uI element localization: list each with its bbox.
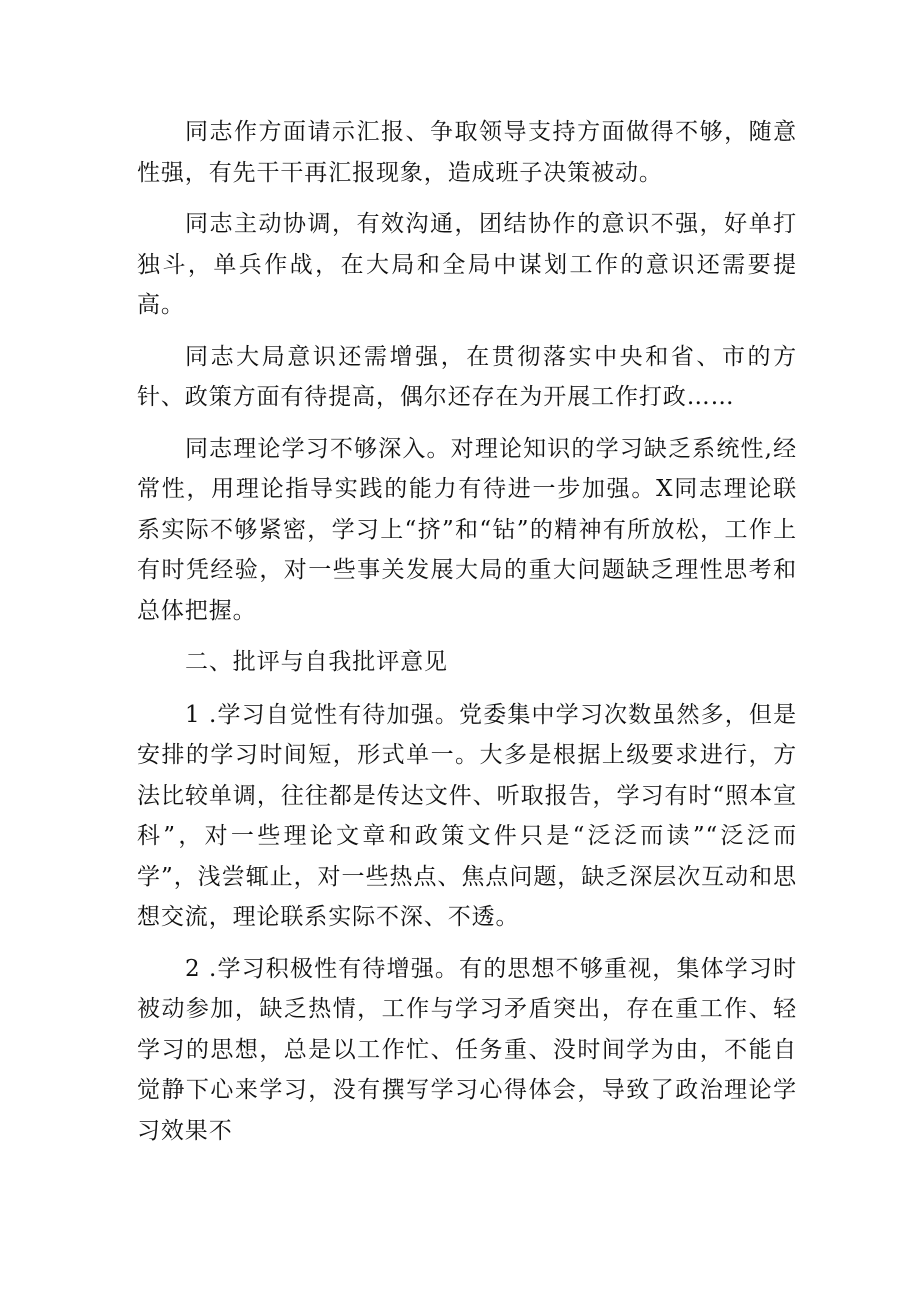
paragraph-study-consciousness: 1 .学习自觉性有待加强。党委集中学习次数虽然多，但是安排的学习时间短，形式单一。大多是根据上级要求进行，方法比较单调，往往都是传达文件、听取报告，学习有时“照本宣科”，对一些理论文章和政策文件只是“泛泛而读”“泛泛而学”，浅尝辄止，对一些热点、焦点问题，缺乏深层次互动和思想交流，理论联系实际不深、不透。 xyxy=(137,701,797,930)
section-heading-criticism: 二、批评与自我批评意见 xyxy=(185,649,448,675)
paragraph-theory-study: 同志理论学习不够深入。对理论知识的学习缺乏系统性,经常性，用理论指导实践的能力有待进一步加强。X同志理论联系实际不够紧密，学习上“挤”和“钻”的精神有所放松，工作上有时凭经验，对一些事关发展大局的重大问题缺乏理性思考和总体把握。 xyxy=(137,435,797,624)
paragraph-study-enthusiasm: 2 .学习积极性有待增强。有的思想不够重视，集体学习时被动参加，缺乏热情，工作与学习矛盾突出，存在重工作、轻学习的思想，总是以工作忙、任务重、没时间学为由，不能自觉静下心来学习，没有撰写学习心得体会，导致了政治理论学习效果不 xyxy=(137,955,797,1144)
paragraph-coordination: 同志主动协调，有效沟通，团结协作的意识不强，好单打独斗，单兵作战，在大局和全局中谋划工作的意识还需要提高。 xyxy=(137,211,797,318)
paragraph-overall-awareness: 同志大局意识还需增强，在贯彻落实中央和省、市的方针、政策方面有待提高，偶尔还存在为开展工作打政…… xyxy=(137,343,797,410)
paragraph-reporting: 同志作方面请示汇报、争取领导支持方面做得不够，随意性强，有先干干再汇报现象，造成班子决策被动。 xyxy=(137,119,797,186)
document-body xyxy=(137,112,797,1162)
